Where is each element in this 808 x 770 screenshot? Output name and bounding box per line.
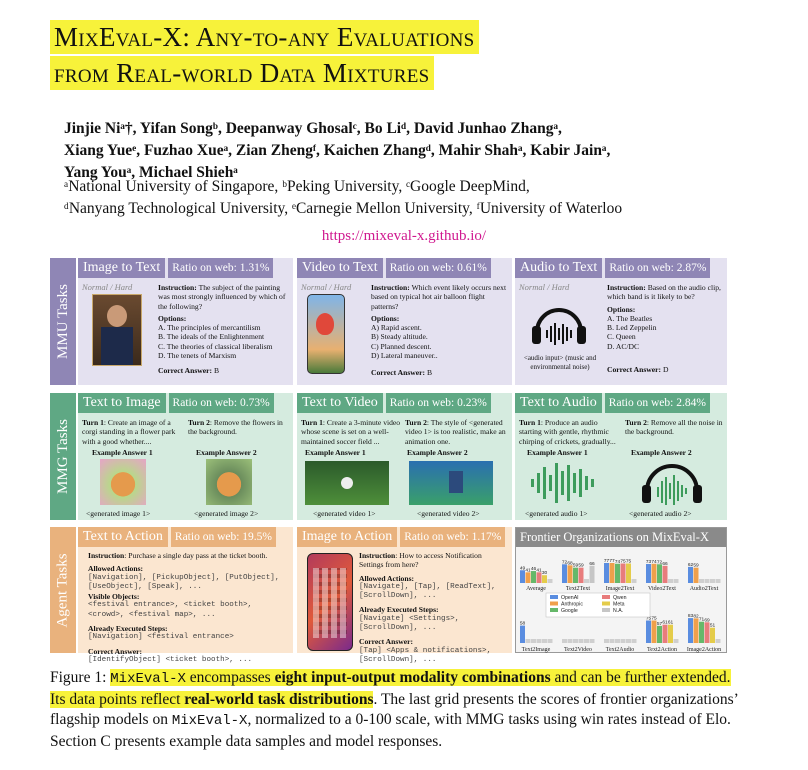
mmu-card-video-to-text: Video to Text Ratio on web: 0.61% Normal / Hard Instruction: Which event likely occurs next based on typical hot air balloon flight patterns? Options: A) Rapid ascent. B) Steady altitude. C) Planned descent. D) Lateral maneuver.. Correct Answer: B bbox=[297, 258, 512, 385]
task-title: Audio to Text bbox=[515, 258, 602, 278]
bar-value-label: 49 bbox=[519, 566, 526, 572]
bar-placeholder bbox=[668, 579, 673, 583]
bar-google bbox=[657, 626, 662, 643]
bar-placeholder bbox=[705, 579, 710, 583]
bar-openai bbox=[520, 570, 525, 583]
bar-value-label: 75 bbox=[651, 616, 657, 622]
author-line-2: Xiang Yueᵉ, Fuzhao Xueᵃ, Zian Zhengᶠ, Kaichen Zhangᵈ, Mahir Shahᵃ, Kabir Jainᵃ, bbox=[64, 142, 611, 159]
row-label-mmg: MMG Tasks bbox=[50, 393, 76, 520]
legend-label: OpenAI bbox=[561, 595, 579, 601]
author-list bbox=[64, 118, 724, 184]
headphones-waveform-icon-2 bbox=[639, 459, 705, 512]
affiliations bbox=[64, 176, 744, 220]
bar-value-label: 58 bbox=[519, 621, 526, 627]
category-label: Average bbox=[526, 586, 546, 592]
bar-placeholder bbox=[548, 639, 553, 643]
web-ratio: Ratio on web: 0.73% bbox=[169, 393, 274, 413]
bar-google bbox=[531, 571, 536, 583]
instruction: Instruction: The subject of the painting was most strongly influenced by which of the following? bbox=[158, 283, 286, 311]
bar-placeholder bbox=[584, 639, 589, 643]
allowed-actions: [Navigate], [Tap], [ReadText], [ScrollDown], ... bbox=[359, 582, 496, 601]
task-title: Image to Action bbox=[297, 527, 397, 547]
web-ratio: Ratio on web: 19.5% bbox=[171, 527, 276, 547]
bar-value-label: 57 bbox=[656, 621, 663, 627]
bar-value-label: 41 bbox=[536, 568, 542, 574]
audio-input-caption: <audio input> (music and environmental noise) bbox=[523, 354, 597, 372]
option-d: D. The tenets of Marxism bbox=[158, 351, 237, 361]
bar-qwen bbox=[537, 572, 542, 583]
agent-card-text-to-action: Text to Action Ratio on web: 19.5% Instruction: Purchase a single day pass at the ticket booth. Allowed Actions: [Navigation], [PickupObject], [PutObject], [UseObject], [Speak], ... Visible Objects: <festival entrance>, <ticket booth>, <crowd>, <festival map>, ... Already Executed Steps: [Navigation] <festival entrance> Correct Answer: [IdentifyObject] <ticket booth>, ... bbox=[78, 527, 293, 653]
bar-meta bbox=[542, 575, 547, 583]
bar-value-label: 41 bbox=[525, 568, 531, 574]
instruction: Instruction: Which event likely occurs next based on typical hot air balloon flight patterns? bbox=[371, 283, 507, 311]
paper-title bbox=[50, 20, 479, 92]
turn-2: Turn 2: Remove all the noise in the background. bbox=[625, 418, 723, 437]
visible-objects: <festival entrance>, <ticket booth>, <crowd>, <festival map>, ... bbox=[88, 601, 253, 619]
bar-value-label: 61 bbox=[662, 620, 668, 626]
title-line-1: MixEval-X: Any-to-any Evaluations bbox=[50, 20, 479, 54]
bar-openai bbox=[688, 567, 693, 583]
author-line-1: Jinjie Niᵃ†, Yifan Songᵇ, Deepanway Ghosalᶜ, Bo Liᵈ, David Junhao Zhangᵃ, bbox=[64, 120, 562, 137]
bar-qwen bbox=[705, 622, 710, 643]
project-link[interactable]: https://mixeval-x.github.io/ bbox=[321, 228, 487, 244]
figure-grid bbox=[50, 258, 727, 664]
task-title: Text to Image bbox=[78, 393, 166, 413]
bar-anthropic bbox=[694, 618, 699, 643]
bar-placeholder bbox=[632, 579, 637, 583]
mmu-card-audio-to-text: Audio to Text Ratio on web: 2.87% Normal / Hard <audio input> (music and environmental noise) Instruction: Based on the audio clip, which band is it likely to be? Options: A. The Beatles B. Led Zeppelin C. Queen D. AC/DC Correct Answer: D bbox=[515, 258, 727, 385]
turn-2: Turn 2: The style of <generated video 1> is too realistic, make an animation one. bbox=[405, 418, 506, 446]
bar-placeholder bbox=[632, 639, 637, 643]
row-label-mmu: MMU Tasks bbox=[50, 258, 76, 385]
frontier-chart-card bbox=[515, 527, 727, 653]
legend-label: N.A. bbox=[613, 608, 624, 614]
bar-openai bbox=[646, 564, 651, 583]
bar-value-label: 74 bbox=[614, 559, 621, 565]
bar-placeholder bbox=[710, 579, 715, 583]
category-label: Text2Image bbox=[521, 647, 551, 653]
legend-label: Meta bbox=[613, 601, 625, 608]
bar-value-label: 66 bbox=[662, 561, 668, 567]
mmg-card-text-to-image: Text to Image Ratio on web: 0.73% Turn 1: Create an image of a corgi standing in a flower park with a good whether.... Turn 2: Remove the flowers in the background. Example Answer 1 Example Answer 2 <generated image 1> <generated image 2> bbox=[78, 393, 293, 520]
headphones-audio-icon bbox=[529, 298, 589, 348]
bar-value-label: 46 bbox=[530, 567, 537, 573]
bar-placeholder bbox=[626, 639, 631, 643]
legend-swatch bbox=[550, 608, 558, 612]
bar-placeholder bbox=[615, 639, 620, 643]
legend-label: Anthropic bbox=[561, 601, 583, 608]
corgi-image-2 bbox=[206, 459, 252, 505]
bar-value-label: 77 bbox=[609, 558, 615, 564]
bar-anthropic bbox=[652, 621, 657, 644]
correct-answer: Correct Answer: B bbox=[158, 366, 220, 376]
correct-answer: [IdentifyObject] <ticket booth>, ... bbox=[88, 655, 253, 664]
task-title: Text to Audio bbox=[515, 393, 602, 413]
bar-placeholder bbox=[548, 579, 553, 583]
bar-value-label: 71 bbox=[698, 617, 705, 623]
turn-2: Turn 2: Remove the flowers in the background. bbox=[188, 418, 283, 437]
bar-value-label: 75 bbox=[625, 559, 632, 565]
bar-google bbox=[573, 568, 578, 583]
bar-value-label: 74 bbox=[651, 559, 657, 565]
web-ratio: Ratio on web: 0.23% bbox=[386, 393, 491, 413]
frontier-bar-chart bbox=[516, 547, 726, 652]
bar-value-label: 75 bbox=[645, 616, 652, 622]
bar-value-label: 69 bbox=[704, 618, 710, 624]
category-label: Audio2Text bbox=[689, 586, 719, 592]
category-label: Image2Action bbox=[686, 647, 722, 653]
correct-answer: Correct Answer: B bbox=[371, 368, 433, 378]
bar-placeholder bbox=[621, 639, 626, 643]
web-ratio: Ratio on web: 0.61% bbox=[386, 258, 491, 278]
chart-title: Frontier Organizations on MixEval-X bbox=[516, 528, 726, 547]
bar-anthropic bbox=[652, 564, 657, 583]
bar-value-label: 62 bbox=[687, 562, 694, 568]
bar-placeholder bbox=[716, 639, 721, 643]
mmg-card-text-to-audio: Text to Audio Ratio on web: 2.84% Turn 1: Produce an audio starting with gentle, rhythmic chirping of crickets, gradually... Turn 2: Remove all the noise in the background. Example Answer 1 Example Answer 2 <generated audio 1> <generated audio 2> bbox=[515, 393, 727, 520]
bar-value-label: 73 bbox=[645, 560, 652, 566]
balloon-video-frame bbox=[307, 294, 345, 374]
bar-placeholder bbox=[610, 639, 615, 643]
bar-value-label: 59 bbox=[578, 563, 584, 569]
bar-value-label: 51 bbox=[709, 623, 716, 629]
turn-1: Turn 1: Create a 3-minute video whose scene is set on a well-maintained soccer field ... bbox=[301, 418, 401, 446]
legend-swatch bbox=[602, 595, 610, 599]
option-a: A) Rapid ascent. bbox=[371, 323, 422, 333]
category-label: Text2Text bbox=[565, 586, 591, 592]
bar-placeholder bbox=[604, 639, 609, 643]
bar-value-label: 66 bbox=[589, 561, 595, 567]
waveform-icon-1 bbox=[527, 461, 603, 510]
turn-1: Turn 1: Create an image of a corgi standing in a flower park with a good whether.... bbox=[82, 418, 176, 446]
category-label: Video2Text bbox=[648, 586, 676, 592]
bar-placeholder bbox=[579, 639, 584, 643]
bar-meta bbox=[626, 564, 631, 584]
web-ratio: Ratio on web: 2.84% bbox=[605, 393, 710, 413]
legend-swatch bbox=[602, 602, 610, 606]
difficulty-label: Normal / Hard bbox=[82, 282, 133, 292]
category-label: Text2Video bbox=[564, 647, 592, 653]
mmu-card-image-to-text: Image to Text Ratio on web: 1.31% Normal / Hard Instruction: The subject of the painting was most strongly influenced by which of the following? Options: A. The principles of mercantilism B. The ideals of the Enlightenment C. The theories of classical liberalism D. The tenets of Marxism Correct Answer: B bbox=[78, 258, 293, 385]
bar-qwen bbox=[621, 564, 626, 584]
category-label: Text2Audio bbox=[605, 647, 635, 653]
category-label: Image2Text bbox=[605, 586, 635, 592]
bar-anthropic bbox=[610, 563, 615, 583]
correct-answer: [Tap] <Apps & notifications>, [ScrollDown], ... bbox=[359, 646, 492, 664]
bar-openai bbox=[562, 564, 567, 583]
bar-value-label: 30 bbox=[541, 571, 548, 577]
affiliation-line-2: ᵈNanyang Technological University, ᵉCarnegie Mellon University, ᶠUniversity of Waterloo bbox=[64, 200, 623, 217]
bar-na bbox=[590, 566, 595, 583]
bar-placeholder bbox=[537, 639, 542, 643]
bar-meta bbox=[668, 625, 673, 643]
option-b: B) Steady altitude. bbox=[371, 332, 428, 342]
task-title: Video to Text bbox=[297, 258, 383, 278]
bar-google bbox=[657, 564, 662, 583]
bar-placeholder bbox=[526, 639, 531, 643]
bar-qwen bbox=[579, 568, 584, 583]
author-line-3: Yang Youᵃ, Michael Shiehᵃ bbox=[64, 164, 238, 181]
bar-placeholder bbox=[674, 639, 679, 643]
bar-placeholder bbox=[716, 579, 721, 583]
legend-label: Google bbox=[561, 608, 578, 614]
bar-placeholder bbox=[531, 639, 536, 643]
bar-openai bbox=[688, 618, 693, 643]
option-b: B. The ideals of the Enlightenment bbox=[158, 332, 265, 342]
agent-card-image-to-action: Image to Action Ratio on web: 1.17% Instruction: How to access Notification Settings from here? Allowed Actions: [Navigate], [Tap], [ReadText], [ScrollDown], ... Already Executed Steps: [Navigate] <Settings>, [ScrollDown], ... Correct Answer: [Tap] <Apps & notifications>, [ScrollDown], ... bbox=[297, 527, 512, 653]
bar-value-label: 72 bbox=[561, 560, 568, 566]
allowed-actions: [Navigation], [PickupObject], [PutObject], [UseObject], [Speak], ... bbox=[88, 573, 280, 591]
bar-qwen bbox=[663, 625, 668, 643]
legend-swatch bbox=[550, 595, 558, 599]
bar-placeholder bbox=[573, 639, 578, 643]
bar-placeholder bbox=[562, 639, 567, 643]
bar-anthropic bbox=[526, 572, 531, 583]
correct-answer: Correct Answer: D bbox=[607, 365, 669, 375]
bar-qwen bbox=[663, 566, 668, 583]
portrait-painting-image bbox=[92, 294, 142, 366]
task-title: Text to Video bbox=[297, 393, 383, 413]
bar-value-label: 59 bbox=[693, 563, 699, 569]
task-title: Text to Action bbox=[78, 527, 168, 547]
bar-value-label: 83 bbox=[687, 614, 694, 620]
legend-swatch bbox=[550, 602, 558, 606]
bar-value-label: 75 bbox=[620, 559, 626, 565]
mmg-card-text-to-video: Text to Video Ratio on web: 0.23% Turn 1: Create a 3-minute video whose scene is set on a well-maintained soccer field ... Turn 2: The style of <generated video 1> is too realistic, make an animation one. Example Answer 1 Example Answer 2 <generated video 1> <generated video 2> bbox=[297, 393, 512, 520]
figure-caption: Figure 1: MixEval-X encompasses eight input-output modality combinations and can be further extended. Its data points reflect real-world task distributions. The last grid presents the scores of frontier organizations’ flagship models on MixEval-X, normalized to a 0-100 scale, with MMG tasks using win rates instead of Elo. Section C presents example data samples and model responses. bbox=[50, 669, 738, 750]
soccer-video-1 bbox=[305, 461, 389, 505]
phone-screenshot-image bbox=[307, 553, 353, 651]
bar-openai bbox=[520, 626, 525, 643]
executed-steps: [Navigate] <Settings>, [ScrollDown], ... bbox=[359, 614, 460, 633]
web-ratio: Ratio on web: 2.87% bbox=[605, 258, 710, 278]
bar-value-label: 82 bbox=[693, 614, 699, 620]
option-c: C. Queen bbox=[607, 332, 636, 342]
bar-placeholder bbox=[699, 579, 704, 583]
option-b: B. Led Zeppelin bbox=[607, 323, 657, 333]
bar-google bbox=[615, 564, 620, 583]
soccer-video-2 bbox=[409, 461, 493, 505]
web-ratio: Ratio on web: 1.31% bbox=[168, 258, 273, 278]
legend-swatch bbox=[602, 608, 610, 612]
option-c: C. The theories of classical liberalism bbox=[158, 341, 273, 351]
web-ratio: Ratio on web: 1.17% bbox=[400, 527, 505, 547]
bar-value-label: 68 bbox=[567, 561, 573, 567]
bar-google bbox=[699, 622, 704, 643]
option-d: D. AC/DC bbox=[607, 341, 640, 351]
instruction: Instruction: Based on the audio clip, which band is it likely to be? bbox=[607, 283, 721, 302]
legend-label: Qwen bbox=[613, 595, 627, 601]
option-a: A. The principles of mercantilism bbox=[158, 323, 261, 333]
affiliation-line-1: ᵃNational University of Singapore, ᵇPeking University, ᶜGoogle DeepMind, bbox=[64, 178, 530, 195]
row-label-agent: Agent Tasks bbox=[50, 527, 76, 653]
option-a: A. The Beatles bbox=[607, 313, 653, 323]
option-d: D) Lateral maneuver.. bbox=[371, 351, 438, 361]
bar-value-label: 61 bbox=[667, 620, 674, 626]
category-label: Text2Action bbox=[647, 647, 677, 653]
bar-placeholder bbox=[590, 639, 595, 643]
bar-meta bbox=[710, 628, 715, 643]
title-line-2: from Real-world Data Mixtures bbox=[50, 56, 434, 90]
bar-placeholder bbox=[568, 639, 573, 643]
bar-anthropic bbox=[568, 565, 573, 583]
bar-placeholder bbox=[584, 579, 589, 583]
bar-placeholder bbox=[674, 579, 679, 583]
bar-value-label: 77 bbox=[603, 558, 610, 564]
instruction: Instruction: How to access Notification Settings from here? bbox=[359, 551, 482, 570]
task-title: Image to Text bbox=[78, 258, 165, 278]
turn-1: Turn 1: Produce an audio starting with gentle, rhythmic chirping of crickets, gradually... bbox=[519, 418, 616, 446]
bar-anthropic bbox=[694, 568, 699, 583]
corgi-image-1 bbox=[100, 459, 146, 505]
bar-value-label: 59 bbox=[572, 563, 579, 569]
instruction: Instruction: Purchase a single day pass at the ticket booth. bbox=[88, 551, 268, 560]
bar-value-label: 72 bbox=[656, 560, 663, 566]
bar-openai bbox=[646, 621, 651, 644]
bar-openai bbox=[604, 563, 609, 583]
bar-placeholder bbox=[542, 639, 547, 643]
option-c: C) Planned descent. bbox=[371, 341, 432, 351]
executed-steps: [Navigation] <festival entrance> bbox=[88, 633, 234, 642]
